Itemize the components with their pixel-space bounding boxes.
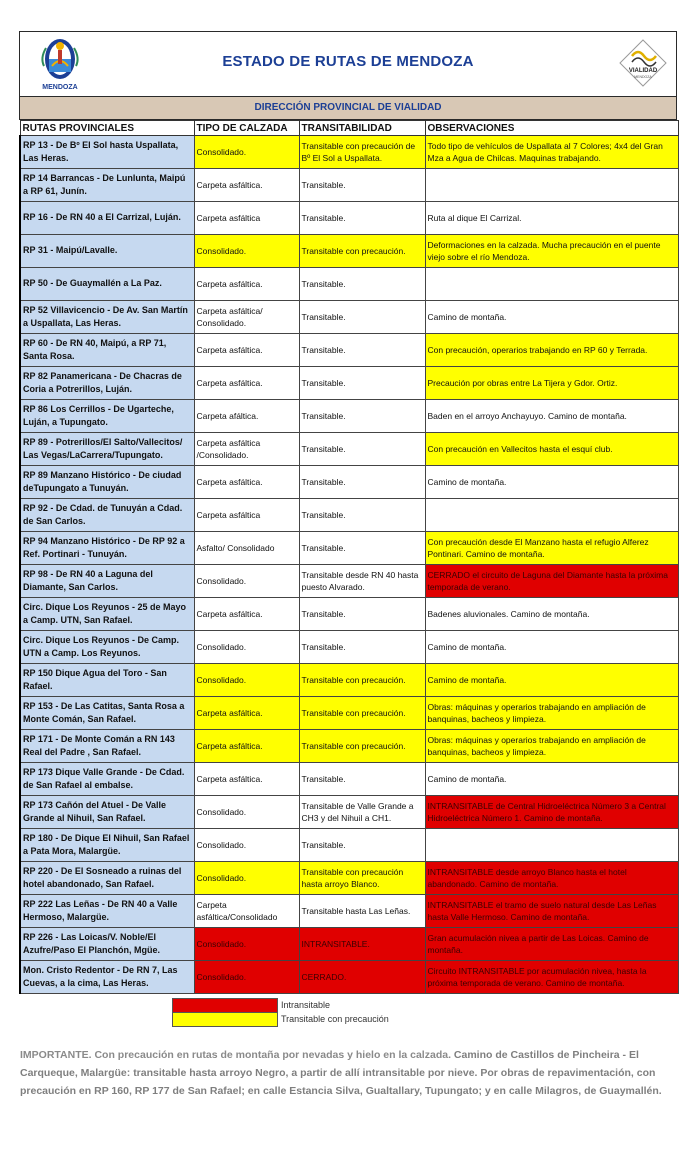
surface-cell: Carpeta asfáltica/ Consolidado.: [194, 301, 299, 334]
transitability-cell: Transitable con precaución hasta arroyo Blanco.: [299, 862, 425, 895]
table-row: [20, 532, 678, 565]
observations-cell: Con precaución en Vallecitos hasta el esquí club.: [425, 433, 678, 466]
table-row: [20, 895, 678, 928]
table-row: [20, 235, 678, 268]
transitability-cell: INTRANSITABLE.: [299, 928, 425, 961]
observations-cell: INTRANSITABLE de Central Hidroeléctrica Número 3 a Central Hidroeléctrica Número 1. Camino de montaña.: [425, 796, 678, 829]
observations-cell: Gran acumulación nivea a partir de Las Loicas. Camino de montaña.: [425, 928, 678, 961]
legend-swatch-yellow: [172, 1012, 278, 1027]
route-name-cell: Circ. Dique Los Reyunos - 25 de Mayo a Camp. UTN, San Rafael.: [20, 598, 194, 631]
transitability-cell: Transitable.: [299, 169, 425, 202]
legend-label: Intransitable: [281, 1000, 331, 1010]
surface-cell: Carpeta asfáltica.: [194, 367, 299, 400]
observations-cell: CERRADO el circuito de Laguna del Diamante hasta la próxima temporada de verano.: [425, 565, 678, 598]
route-name-cell: RP 94 Manzano Histórico - De RP 92 a Ref. Portinari - Tunuyán.: [20, 532, 194, 565]
column-header-routes: RUTAS PROVINCIALES: [20, 121, 194, 136]
observations-cell: [425, 499, 678, 532]
note-lead: IMPORTANTE. Con precaución en rutas de montaña por nevadas y hielo en la calzada.: [20, 1049, 451, 1061]
route-name-cell: RP 89 - Potrerillos/El Salto/Vallecitos/ Las Vegas/LaCarrera/Tupungato.: [20, 433, 194, 466]
observations-cell: Camino de montaña.: [425, 301, 678, 334]
transitability-cell: Transitable.: [299, 400, 425, 433]
surface-cell: Carpeta asfáltica.: [194, 169, 299, 202]
legend-item-intransitable: [172, 998, 389, 1012]
transitability-cell: Transitable con precaución.: [299, 730, 425, 763]
observations-cell: Circuito INTRANSITABLE por acumulación nivea, hasta la próxima temporada de verano. Camino de montaña.: [425, 961, 678, 994]
observations-cell: [425, 268, 678, 301]
surface-cell: Consolidado.: [194, 136, 299, 169]
observations-cell: INTRANSITABLE el tramo de suelo natural desde Las Leñas hasta Valle Hermoso. Camino de montaña.: [425, 895, 678, 928]
transitability-cell: Transitable.: [299, 532, 425, 565]
table-row: [20, 334, 678, 367]
transitability-cell: Transitable con precaución.: [299, 697, 425, 730]
table-row: [20, 862, 678, 895]
route-name-cell: RP 150 Dique Agua del Toro - San Rafael.: [20, 664, 194, 697]
surface-cell: Carpeta asfáltica.: [194, 763, 299, 796]
observations-cell: Con precaución desde El Manzano hasta el refugio Alferez Pontinari. Camino de montaña.: [425, 532, 678, 565]
surface-cell: Carpeta asfáltica /Consolidado.: [194, 433, 299, 466]
route-name-cell: RP 31 - Maipú/Lavalle.: [20, 235, 194, 268]
legend-item-caution: [172, 1012, 389, 1026]
surface-cell: Consolidado.: [194, 664, 299, 697]
transitability-cell: Transitable desde RN 40 hasta puesto Alvarado.: [299, 565, 425, 598]
transitability-cell: Transitable con precaución de Bº El Sol a Uspallata.: [299, 136, 425, 169]
column-header-surface: TIPO DE CALZADA: [194, 121, 299, 136]
important-note: [20, 1046, 680, 1100]
table-header-row: [20, 121, 678, 136]
table-row: [20, 499, 678, 532]
table-row: [20, 367, 678, 400]
surface-cell: Consolidado.: [194, 928, 299, 961]
observations-cell: Camino de montaña.: [425, 664, 678, 697]
vialidad-logo-subtext: MENDOZA: [634, 75, 652, 79]
surface-cell: Consolidado.: [194, 235, 299, 268]
route-name-cell: RP 86 Los Cerrillos - De Ugarteche, Luján, a Tupungato.: [20, 400, 194, 433]
transitability-cell: Transitable.: [299, 334, 425, 367]
observations-cell: INTRANSITABLE desde arroyo Blanco hasta el hotel abandonado. Camino de montaña.: [425, 862, 678, 895]
route-name-cell: RP 180 - De Dique El Nihuil, San Rafael a Pata Mora, Malargüe.: [20, 829, 194, 862]
page-title: ESTADO DE RUTAS DE MENDOZA: [222, 53, 474, 70]
surface-cell: Consolidado.: [194, 796, 299, 829]
transitability-cell: Transitable de Valle Grande a CH3 y del Nihuil a CH1.: [299, 796, 425, 829]
table-row: [20, 664, 678, 697]
transitability-cell: Transitable.: [299, 499, 425, 532]
observations-cell: Camino de montaña.: [425, 631, 678, 664]
table-row: [20, 565, 678, 598]
route-name-cell: RP 171 - De Monte Comán a RN 143 Real del Padre , San Rafael.: [20, 730, 194, 763]
route-name-cell: RP 89 Manzano Histórico - De ciudad deTupungato a Tunuyán.: [20, 466, 194, 499]
observations-cell: Camino de montaña.: [425, 763, 678, 796]
route-name-cell: RP 98 - De RN 40 a Laguna del Diamante, San Carlos.: [20, 565, 194, 598]
table-row: [20, 631, 678, 664]
observations-cell: [425, 169, 678, 202]
surface-cell: Carpeta asfáltica.: [194, 466, 299, 499]
transitability-cell: Transitable.: [299, 433, 425, 466]
transitability-cell: Transitable.: [299, 268, 425, 301]
observations-cell: Precaución por obras entre La Tijera y Gdor. Ortiz.: [425, 367, 678, 400]
routes-table: [19, 120, 679, 994]
route-name-cell: RP 92 - De Cdad. de Tunuyán a Cdad. de San Carlos.: [20, 499, 194, 532]
route-name-cell: RP 222 Las Leñas - De RN 40 a Valle Hermoso, Malargüe.: [20, 895, 194, 928]
observations-cell: Ruta al dique El Carrizal.: [425, 202, 678, 235]
column-header-transitability: TRANSITABILIDAD: [299, 121, 425, 136]
transitability-cell: Transitable.: [299, 598, 425, 631]
observations-cell: Obras: máquinas y operarios trabajando en ampliación de banquinas, bacheos y limpieza.: [425, 730, 678, 763]
surface-cell: Carpeta asfáltica: [194, 202, 299, 235]
table-row: [20, 433, 678, 466]
legend-label: Transitable con precaución: [281, 1014, 389, 1024]
column-header-observations: OBSERVACIONES: [425, 121, 678, 136]
note-body: Camino de Castillos de Pincheira - El Carqueque, Malargüe: transitable hasta arroyo Negro, a partir de allí intransitable por nieve. Por obras de repavimentación, con precaución en RP 160, RP 177 de San Rafael; en calle Estancia Silva, Gualtallary, Tupungato; y en calle Milagros, de Guaymallén.: [20, 1049, 662, 1098]
surface-cell: Asfalto/ Consolidado: [194, 532, 299, 565]
route-name-cell: RP 153 - De Las Catitas, Santa Rosa a Monte Comán, San Rafael.: [20, 697, 194, 730]
observations-cell: Todo tipo de vehículos de Uspallata al 7 Colores; 4x4 del Gran Mza a Agua de Chilcas. Maquinas trabajando.: [425, 136, 678, 169]
surface-cell: Carpeta asfáltica: [194, 499, 299, 532]
logo-caption: MENDOZA: [42, 84, 78, 91]
table-row: [20, 202, 678, 235]
route-name-cell: Mon. Cristo Redentor - De RN 7, Las Cuevas, a la cima, Las Heras.: [20, 961, 194, 994]
transitability-cell: Transitable.: [299, 202, 425, 235]
route-name-cell: RP 220 - De El Sosneado a ruinas del hotel abandonado, San Rafael.: [20, 862, 194, 895]
route-name-cell: RP 13 - De Bº El Sol hasta Uspallata, Las Heras.: [20, 136, 194, 169]
route-name-cell: RP 173 Cañón del Atuel - De Valle Grande al Nihuil, San Rafael.: [20, 796, 194, 829]
observations-cell: Camino de montaña.: [425, 466, 678, 499]
table-row: [20, 136, 678, 169]
table-row: [20, 301, 678, 334]
observations-cell: Baden en el arroyo Anchayuyo. Camino de montaña.: [425, 400, 678, 433]
route-name-cell: RP 173 Dique Valle Grande - De Cdad. de San Rafael al embalse.: [20, 763, 194, 796]
surface-cell: Consolidado.: [194, 631, 299, 664]
table-row: [20, 697, 678, 730]
surface-cell: Carpeta asfáltica.: [194, 268, 299, 301]
surface-cell: Consolidado.: [194, 565, 299, 598]
legend-swatch-red: [172, 998, 278, 1013]
transitability-cell: CERRADO.: [299, 961, 425, 994]
transitability-cell: Transitable.: [299, 466, 425, 499]
road-status-sheet: [19, 31, 677, 994]
observations-cell: Con precaución, operarios trabajando en RP 60 y Terrada.: [425, 334, 678, 367]
table-row: [20, 928, 678, 961]
table-row: [20, 466, 678, 499]
surface-cell: Carpeta asfáltica.: [194, 334, 299, 367]
table-row: [20, 268, 678, 301]
vialidad-logo: [618, 38, 668, 88]
surface-cell: Carpeta asfáltica/Consolidado: [194, 895, 299, 928]
transitability-cell: Transitable con precaución.: [299, 235, 425, 268]
table-row: [20, 961, 678, 994]
table-row: [20, 763, 678, 796]
vialidad-logo-text: VIALIDAD: [628, 68, 658, 74]
surface-cell: Carpeta afáltica.: [194, 400, 299, 433]
transitability-cell: Transitable.: [299, 631, 425, 664]
surface-cell: Carpeta asfáltica.: [194, 598, 299, 631]
surface-cell: Consolidado.: [194, 961, 299, 994]
sheet-header: [19, 31, 677, 97]
table-row: [20, 598, 678, 631]
route-name-cell: RP 52 Villavicencio - De Av. San Martín a Uspallata, Las Heras.: [20, 301, 194, 334]
route-name-cell: RP 82 Panamericana - De Chacras de Coria a Potrerillos, Luján.: [20, 367, 194, 400]
observations-cell: [425, 829, 678, 862]
observations-cell: Obras: máquinas y operarios trabajando en ampliación de banquinas, bacheos y limpieza.: [425, 697, 678, 730]
surface-cell: Consolidado.: [194, 862, 299, 895]
observations-cell: Badenes aluvionales. Camino de montaña.: [425, 598, 678, 631]
table-row: [20, 730, 678, 763]
observations-cell: Deformaciones en la calzada. Mucha precaución en el puente viejo sobre el río Mendoza.: [425, 235, 678, 268]
table-row: [20, 829, 678, 862]
route-name-cell: RP 60 - De RN 40, Maipú, a RP 71, Santa Rosa.: [20, 334, 194, 367]
table-row: [20, 169, 678, 202]
route-name-cell: RP 50 - De Guaymallén a La Paz.: [20, 268, 194, 301]
transitability-cell: Transitable.: [299, 367, 425, 400]
route-name-cell: RP 226 - Las Loicas/V. Noble/El Azufre/Paso El Planchón, Mgüe.: [20, 928, 194, 961]
transitability-cell: Transitable hasta Las Leñas.: [299, 895, 425, 928]
agency-subheader: DIRECCIÓN PROVINCIAL DE VIALIDAD: [19, 97, 677, 120]
transitability-cell: Transitable.: [299, 301, 425, 334]
surface-cell: Carpeta asfáltica.: [194, 697, 299, 730]
transitability-cell: Transitable.: [299, 763, 425, 796]
route-name-cell: Circ. Dique Los Reyunos - De Camp. UTN a Camp. Los Reyunos.: [20, 631, 194, 664]
legend: [172, 998, 389, 1026]
transitability-cell: Transitable.: [299, 829, 425, 862]
table-row: [20, 796, 678, 829]
route-name-cell: RP 14 Barrancas - De Lunlunta, Maipú a RP 61, Junín.: [20, 169, 194, 202]
transitability-cell: Transitable con precaución.: [299, 664, 425, 697]
surface-cell: Carpeta asfáltica.: [194, 730, 299, 763]
surface-cell: Consolidado.: [194, 829, 299, 862]
route-name-cell: RP 16 - De RN 40 a El Carrizal, Luján.: [20, 202, 194, 235]
table-row: [20, 400, 678, 433]
